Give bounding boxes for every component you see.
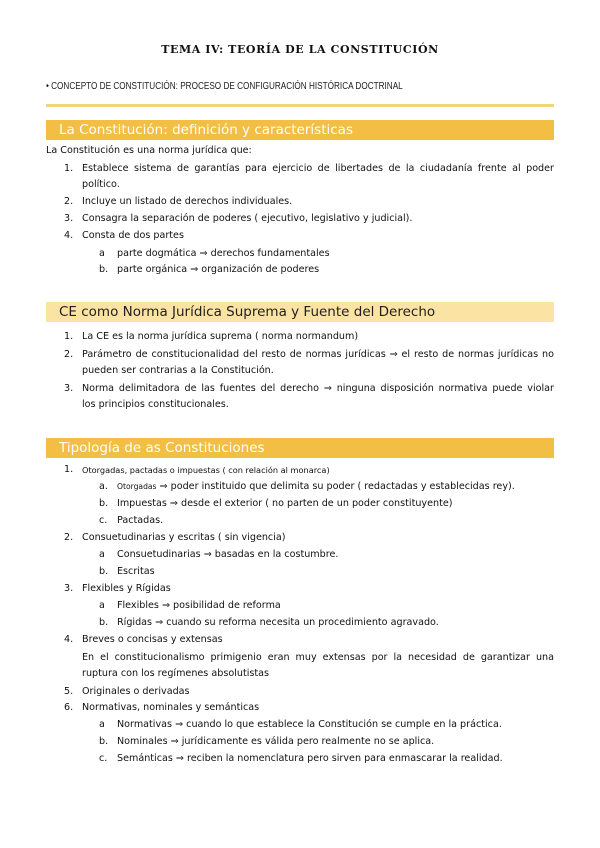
- sublist-item: Escritas: [117, 566, 155, 577]
- list-number: 1.: [64, 163, 74, 174]
- list-number: 1.: [64, 331, 74, 342]
- sublist-item: Nominales ⇒ jurídicamente es válida pero realmente no se aplica.: [117, 736, 435, 747]
- list-number: 1.: [64, 464, 74, 475]
- list-number: 5.: [64, 686, 74, 697]
- list-number: 2.: [64, 349, 74, 360]
- sublist-letter: b.: [99, 736, 109, 747]
- section-heading-norma-suprema: CE como Norma Jurídica Suprema y Fuente del Derecho: [46, 302, 554, 322]
- sublist-letter: b.: [99, 264, 109, 275]
- list-paragraph-continuation: ruptura con los regímenes absolutistas: [82, 668, 270, 679]
- list-item: Flexibles y Rígidas: [82, 583, 171, 594]
- page-title: TEMA IV: TEORÍA DE LA CONSTITUCIÓN: [161, 43, 439, 56]
- list-number: 6.: [64, 702, 74, 713]
- sublist-letter: a: [99, 248, 105, 259]
- list-number: 3.: [64, 583, 74, 594]
- section-intro: La Constitución es una norma jurídica que:: [46, 145, 252, 156]
- divider-rule: [46, 104, 554, 107]
- sublist-item: Impuestas ⇒ desde el exterior ( no parten de un poder constituyente): [117, 498, 453, 509]
- sublist-letter: a: [99, 549, 105, 560]
- list-item-continuation: los principios constitucionales.: [82, 399, 229, 410]
- sublist-item: Normativas ⇒ cuando lo que establece la Constitución se cumple en la práctica.: [117, 719, 502, 730]
- list-item: Originales o derivadas: [82, 686, 190, 697]
- sublist-item-text: ⇒ poder instituido que delimita su poder ( redactadas y establecidas rey).: [156, 481, 515, 492]
- list-item-continuation: político.: [82, 179, 120, 190]
- list-item: Norma delimitadora de las fuentes del derecho ⇒ ninguna disposición normativa puede violar: [82, 383, 554, 394]
- sublist-letter: c.: [99, 515, 108, 526]
- sublist-letter: a: [99, 719, 105, 730]
- sublist-item: Pactadas.: [117, 515, 164, 526]
- list-item-continuation: pueden ser contrarias a la Constitución.: [82, 365, 274, 376]
- list-item: Consuetudinarias y escritas ( sin vigencia): [82, 532, 286, 543]
- page-subtitle: • CONCEPTO DE CONSTITUCIÓN: PROCESO DE CONFIGURACIÓN HISTÓRICA DOCTRINAL: [46, 80, 403, 92]
- sublist-letter: b.: [99, 617, 109, 628]
- list-item: Establece sistema de garantías para ejercicio de libertades de la ciudadanía frente al poder: [82, 163, 554, 174]
- sublist-item: parte dogmática ⇒ derechos fundamentales: [117, 248, 330, 259]
- list-item: La CE es la norma jurídica suprema ( norma normandum): [82, 331, 359, 342]
- list-number: 3.: [64, 383, 74, 394]
- sublist-item-lead: Otorgadas: [117, 482, 157, 491]
- section-heading-definicion: La Constitución: definición y características: [46, 120, 554, 140]
- list-number: 4.: [64, 230, 74, 241]
- sublist-letter: a.: [99, 481, 108, 492]
- list-number: 3.: [64, 213, 74, 224]
- section-heading-tipologia: Tipología de as Constituciones: [46, 438, 554, 458]
- sublist-letter: c.: [99, 753, 108, 764]
- list-item: Breves o concisas y extensas: [82, 634, 223, 645]
- sublist-letter: a: [99, 600, 105, 611]
- list-item: Parámetro de constitucionalidad del resto de normas jurídicas ⇒ el resto de normas jurídicas no: [82, 349, 554, 360]
- list-item: Normativas, nominales y semánticas: [82, 702, 260, 713]
- sublist-letter: b.: [99, 498, 109, 509]
- sublist-item: parte orgánica ⇒ organización de poderes: [117, 264, 320, 275]
- list-number: 4.: [64, 634, 74, 645]
- list-number: 2.: [64, 196, 74, 207]
- list-item: Incluye un listado de derechos individuales.: [82, 196, 293, 207]
- list-item: Consagra la separación de poderes ( ejecutivo, legislativo y judicial).: [82, 213, 413, 224]
- list-item: Consta de dos partes: [82, 230, 184, 241]
- sublist-item: Flexibles ⇒ posibilidad de reforma: [117, 600, 281, 611]
- sublist-item: [117, 481, 515, 493]
- list-number: 2.: [64, 532, 74, 543]
- sublist-letter: b.: [99, 566, 109, 577]
- sublist-item: Rígidas ⇒ cuando su reforma necesita un procedimiento agravado.: [117, 617, 439, 628]
- list-item: Otorgadas, pactadas o impuestas ( con relación al monarca): [82, 465, 330, 475]
- sublist-item: Semánticas ⇒ reciben la nomenclatura pero sirven para enmascarar la realidad.: [117, 753, 503, 764]
- sublist-item: Consuetudinarias ⇒ basadas en la costumbre.: [117, 549, 339, 560]
- list-paragraph: En el constitucionalismo primigenio eran muy extensas por la necesidad de garantizar una: [82, 652, 554, 663]
